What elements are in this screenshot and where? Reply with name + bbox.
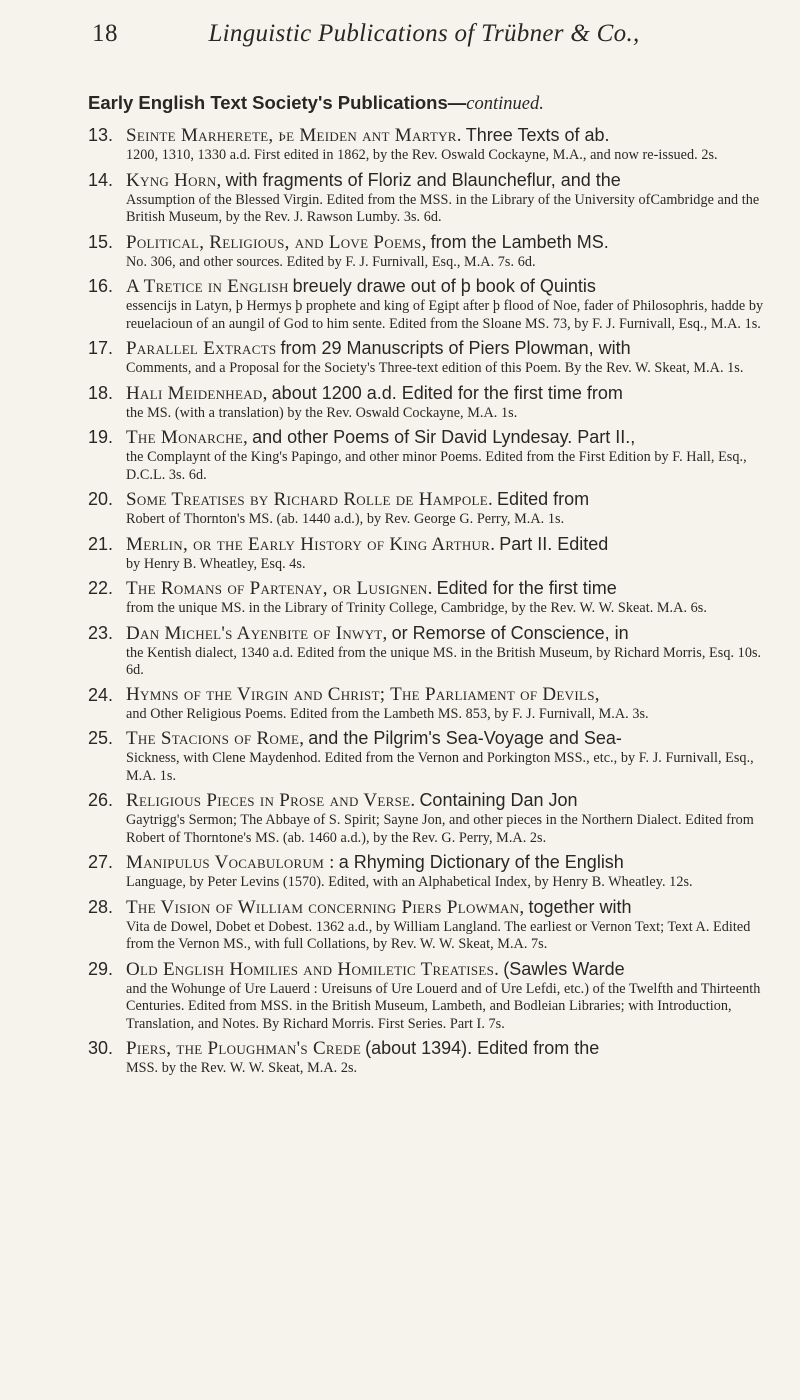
entry-title: Hali Meidenhead, <box>126 382 268 404</box>
entry-heading <box>126 896 764 919</box>
entry-heading <box>126 382 764 405</box>
entry-subtitle: a Rhyming Dictionary of the English <box>338 852 624 872</box>
entry-description: and the Wohunge of Ure Lauerd : Ureisuns of Ure Louerd and of Ure Lefdi, etc.) of the Twelfth and Thirteenth Centuries. Edited from MSS. in the British Museum, Lambeth, and Bodleian Libraries; with Introduction, Translation, and Notes. By Richard Morris. First Series. Part I. 7s. <box>126 980 761 1032</box>
entry-title: Religious Pieces in Prose and Verse. <box>126 790 416 811</box>
publication-entry <box>88 789 764 847</box>
entry-subtitle: from the Lambeth MS. <box>430 231 609 252</box>
entry-heading <box>126 533 764 556</box>
publication-entry <box>88 533 764 574</box>
publication-entry <box>88 488 764 529</box>
entry-subtitle: (Sawles Warde <box>503 958 625 979</box>
entry-subtitle: or Remorse of Conscience, in <box>391 622 629 643</box>
entry-description: MSS. by the Rev. W. W. Skeat, M.A. 2s. <box>126 1060 358 1076</box>
entry-title: The Vision of William concerning Piers Plowman, <box>126 896 525 918</box>
entry-title: Dan Michel's Ayenbite of Inwyt, <box>126 622 388 644</box>
entry-description: essencijs in Latyn, þ Hermys þ prophete and king of Egipt after þ flood of Noe, fader of Philosophris, hadde by reuelacioun of an aungil of God to him sente. Edited from the Sloane MS. 73, by F. J. Furnivall, Esq., M.A. 1s. <box>126 298 764 332</box>
entry-heading <box>126 169 764 192</box>
entry-number: 18. <box>88 382 114 403</box>
entry-number: 22. <box>88 578 114 598</box>
entry-subtitle: and the Pilgrim's Sea-Voyage and Sea- <box>308 728 622 748</box>
entry-heading <box>126 275 764 298</box>
entry-description: Gaytrigg's Sermon; The Abbaye of S. Spirit; Sayne Jon, and other pieces in the Northern Dialect. Edited from Robert of Thorntone's MS. (ab. 1460 a.d.), by the Rev. G. Perry, M.A. 2s. <box>126 812 754 846</box>
publication-entry <box>88 426 764 484</box>
entry-title: The Romans of Partenay, or Lusignen. <box>126 578 433 599</box>
entry-number: 24. <box>88 684 114 705</box>
section-heading <box>88 92 760 115</box>
entry-title: A Tretice in English <box>126 276 289 297</box>
entry-heading <box>126 488 764 511</box>
entry-number: 25. <box>88 728 114 748</box>
entry-title: Some Treatises by Richard Rolle de Hampole. <box>126 489 494 510</box>
publication-entry <box>88 1037 764 1078</box>
entry-number: 13. <box>88 125 114 145</box>
entry-title: Manipulus Vocabulorum : <box>126 852 335 873</box>
entry-subtitle: Edited from <box>497 489 590 509</box>
entry-number: 14. <box>88 169 114 190</box>
entry-description: the Complaynt of the King's Papingo, and other minor Poems. Edited from the First Edition by F. Hall, Esq., D.C.L. 3s. 6d. <box>126 449 747 483</box>
running-title: Linguistic Publications of Trübner & Co., <box>208 20 640 47</box>
publication-entry <box>88 727 764 785</box>
entry-subtitle: Three Texts of ab. <box>465 125 610 145</box>
entry-description: Assumption of the Blessed Virgin. Edited from the MSS. in the Library of the University ofCambridge and the British Museum, by the Rev. J. Rawson Lumby. 3s. 6d. <box>126 191 760 225</box>
entry-title: Hymns of the Virgin and Christ; The Parliament of Devils, <box>126 683 600 705</box>
entry-heading <box>126 727 764 750</box>
entry-heading <box>126 789 764 812</box>
entry-subtitle: breuely drawe out of þ book of Quintis <box>292 276 596 296</box>
entry-title: Political, Religious, and Love Poems, <box>126 231 427 253</box>
entry-description: No. 306, and other sources. Edited by F. J. Furnivall, Esq., M.A. 7s. 6d. <box>126 253 536 270</box>
entry-number: 16. <box>88 276 114 296</box>
entry-title: Merlin, or the Early History of King Arthur. <box>126 533 496 555</box>
entry-description: Vita de Dowel, Dobet et Dobest. 1362 a.d., by William Langland. The earliest or Vernon Text; Text A. Edited from the Vernon MS., with full Collations, by Rev. W. W. Skeat, M.A. 7s. <box>126 918 751 952</box>
running-head <box>92 14 756 54</box>
entry-description: Robert of Thornton's MS. (ab. 1440 a.d.), by Rev. George G. Perry, M.A. 1s. <box>126 511 565 527</box>
entry-title: The Stacions of Rome, <box>126 728 305 749</box>
publication-entry <box>88 231 764 272</box>
page-number: 18 <box>92 20 118 47</box>
entry-description: Sickness, with Clene Maydenhod. Edited from the Vernon and Porkington MSS., etc., by F. J. Furnivall, Esq., M.A. 1s. <box>126 750 754 784</box>
entry-description: and Other Religious Poems. Edited from the Lambeth MS. 853, by F. J. Furnivall, M.A. 3s. <box>126 705 649 722</box>
entry-title: Parallel Extracts <box>126 338 277 359</box>
entry-number: 15. <box>88 231 114 252</box>
entry-subtitle: (about 1394). Edited from the <box>365 1038 600 1058</box>
entry-title: Old English Homilies and Homiletic Treatises. <box>126 958 500 980</box>
entry-title: Seinte Marherete, þe Meiden ant Martyr. <box>126 125 462 146</box>
section-title: Early English Text Society's Publications— <box>88 92 467 113</box>
entry-heading <box>126 426 764 449</box>
entry-subtitle: about 1200 a.d. Edited for the first time from <box>271 382 623 403</box>
entry-number: 23. <box>88 622 114 643</box>
entry-heading <box>126 1037 764 1060</box>
entry-description: 1200, 1310, 1330 a.d. First edited in 1862, by the Rev. Oswald Cockayne, M.A., and now re-issued. 2s. <box>126 147 718 163</box>
publication-entry <box>88 275 764 333</box>
entry-title: The Monarche, <box>126 427 249 448</box>
entry-description: from the unique MS. in the Library of Trinity College, Cambridge, by the Rev. W. W. Skeat. M.A. 6s. <box>126 600 707 616</box>
publication-entry <box>88 958 764 1034</box>
publication-entry <box>88 577 764 618</box>
entry-description: Comments, and a Proposal for the Society's Three-text edition of this Poem. By the Rev. W. Skeat, M.A. 1s. <box>126 360 744 376</box>
entry-number: 19. <box>88 427 114 447</box>
entry-heading <box>126 577 764 600</box>
publication-entry <box>88 337 764 378</box>
entry-heading <box>126 337 764 360</box>
entry-subtitle: together with <box>528 896 632 917</box>
publication-entry <box>88 382 764 423</box>
entry-heading <box>126 622 764 645</box>
entry-title: Piers, the Ploughman's Crede <box>126 1038 362 1059</box>
publication-entry <box>88 622 764 680</box>
entry-description: by Henry B. Wheatley, Esq. 4s. <box>126 555 306 572</box>
publication-entry <box>88 169 764 227</box>
entry-heading <box>126 124 764 147</box>
entry-subtitle: Part II. Edited <box>499 533 609 554</box>
entry-heading <box>126 231 764 254</box>
entry-number: 17. <box>88 338 114 358</box>
publication-entry <box>88 124 764 165</box>
publication-entry <box>88 684 764 724</box>
publication-entry <box>88 896 764 954</box>
entry-title: Kyng Horn, <box>126 169 222 191</box>
entry-heading <box>126 684 764 706</box>
entry-subtitle: Edited for the first time <box>436 578 617 598</box>
publication-list <box>88 124 764 1082</box>
entry-number: 28. <box>88 896 114 917</box>
entry-number: 21. <box>88 533 114 554</box>
entry-heading <box>126 958 764 981</box>
publication-entry <box>88 851 764 892</box>
entry-subtitle: from 29 Manuscripts of Piers Plowman, with <box>280 338 631 358</box>
entry-number: 27. <box>88 852 114 872</box>
entry-number: 26. <box>88 790 114 810</box>
entry-number: 20. <box>88 489 114 509</box>
section-continued: continued. <box>466 94 544 114</box>
entry-heading <box>126 851 764 874</box>
entry-number: 30. <box>88 1038 114 1058</box>
entry-description: the MS. (with a translation) by the Rev. Oswald Cockayne, M.A. 1s. <box>126 404 518 421</box>
entry-description: the Kentish dialect, 1340 a.d. Edited from the unique MS. in the British Museum, by Richard Morris, Esq. 10s. 6d. <box>126 644 762 678</box>
entry-subtitle: and other Poems of Sir David Lyndesay. Part II., <box>252 427 636 447</box>
entry-number: 29. <box>88 958 114 979</box>
entry-subtitle: Containing Dan Jon <box>419 790 578 810</box>
entry-description: Language, by Peter Levins (1570). Edited, with an Alphabetical Index, by Henry B. Wheatley. 12s. <box>126 874 693 890</box>
entry-subtitle: with fragments of Floriz and Blauncheflur, and the <box>225 169 621 190</box>
